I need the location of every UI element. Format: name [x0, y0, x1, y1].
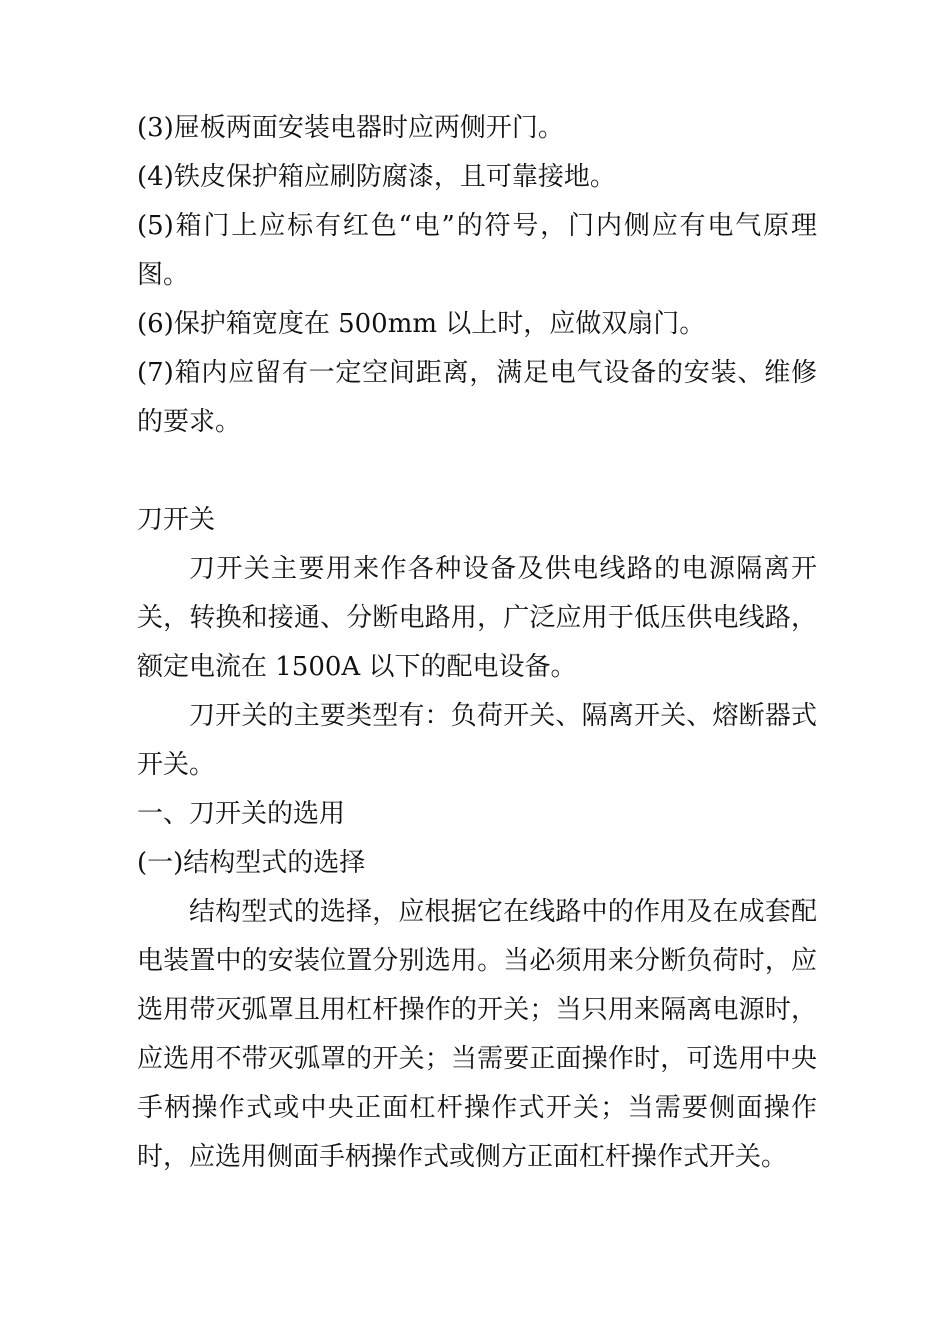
- subheading-structure: (一)结构型式的选择: [137, 848, 366, 878]
- list-item: (3)屉板两面安装电器时应两侧开门。: [137, 113, 564, 143]
- paragraph-types: 刀开关的主要类型有：负荷开关、隔离开关、熔断器式开关。: [137, 701, 817, 780]
- list-item: (4)铁皮保护箱应刷防腐漆，且可靠接地。: [137, 162, 616, 192]
- section-title: 刀开关: [137, 505, 216, 535]
- subheading-selection: 一、刀开关的选用: [137, 799, 346, 829]
- paragraph-intro: 刀开关主要用来作各种设备及供电线路的电源隔离开关，转换和接通、分断电路用，广泛应用于低压供电线路，额定电流在 1500A 以下的配电设备。: [137, 554, 817, 682]
- list-item: (7)箱内应留有一定空间距离，满足电气设备的安装、维修的要求。: [137, 358, 817, 437]
- paragraph-structure: 结构型式的选择，应根据它在线路中的作用及在成套配电装置中的安装位置分别选用。当必须用来分断负荷时，应选用带灭弧罩且用杠杆操作的开关；当只用来隔离电源时，应选用不带灭弧罩的开关；当需要正面操作时，可选用中央手柄操作式或中央正面杠杆操作式开关；当需要侧面操作时，应选用侧面手柄操作式或侧方正面杠杆操作式开关。: [137, 897, 817, 1172]
- list-item: (6)保护箱宽度在 500mm 以上时，应做双扇门。: [137, 309, 706, 339]
- document-page: [137, 104, 817, 1182]
- list-item: (5)箱门上应标有红色“电”的符号，门内侧应有电气原理图。: [137, 211, 817, 290]
